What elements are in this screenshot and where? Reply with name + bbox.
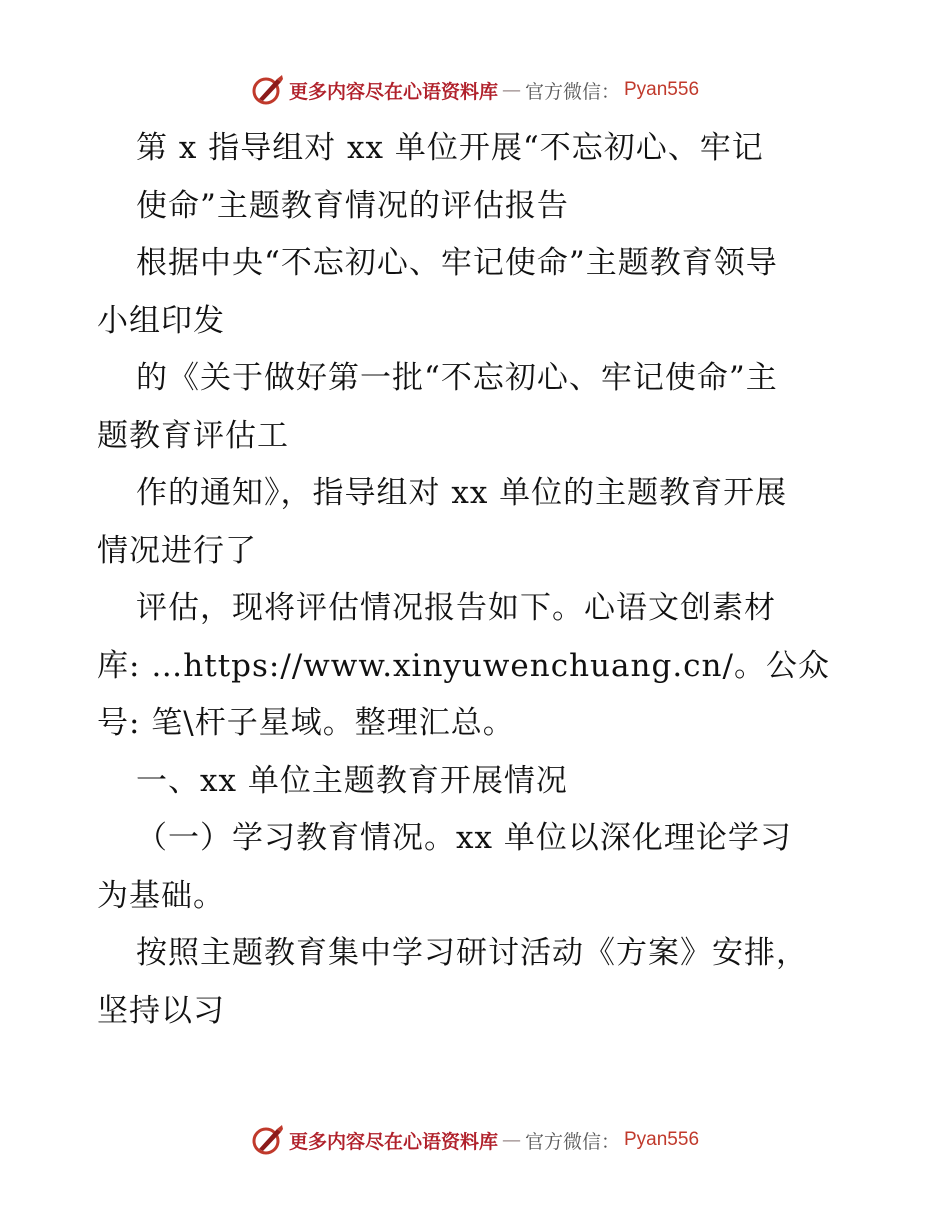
banner-wechat-label: 官方微信： [524,80,620,103]
doc-paragraph-line: 号: 笔\杆子星域。整理汇总。 [97,705,515,741]
banner-content [251,73,699,107]
footer-banner [0,1120,950,1160]
document-body [97,120,857,1040]
banner-brand-text: 更多内容尽在心语资料库 [288,1130,498,1153]
header-banner [0,70,950,110]
doc-paragraph-line: 根据中央“不忘初心、牢记使命”主题教育领导 [136,245,778,281]
doc-paragraph-line: 为基础。 [97,877,225,914]
doc-paragraph-line: 按照主题教育集中学习研讨活动《方案》安排， [136,935,808,971]
banner-wechat-id: Pyan556 [624,79,700,100]
doc-paragraph-line: 小组印发 [97,302,225,339]
doc-paragraph-line: 的《关于做好第一批“不忘初心、牢记使命”主 [136,360,778,396]
banner-wechat-id: Pyan556 [624,1129,700,1150]
banner-content [251,1123,699,1157]
doc-title-line-2: 使命”主题教育情况的评估报告 [136,187,569,224]
doc-url-line: 库: …https://www.xinyuwenchuang.cn/。公众 [97,647,830,684]
doc-section-heading: 一、xx 单位主题教育开展情况 [136,762,568,799]
banner-brand-text: 更多内容尽在心语资料库 [288,80,498,103]
banner-wechat-label: 官方微信： [524,1130,620,1153]
doc-paragraph-line: 情况进行了 [97,532,257,569]
doc-paragraph-line: （一）学习教育情况。xx 单位以深化理论学习 [136,820,792,856]
doc-paragraph-line: 评估，现将评估情况报告如下。心语文创素材 [136,590,776,626]
quill-pen-logo-icon [251,1123,285,1157]
doc-paragraph-line: 坚持以习 [97,992,225,1029]
banner-separator: — [501,79,521,101]
doc-paragraph-line: 作的通知》，指导组对 xx 单位的主题教育开展 [136,475,788,511]
doc-paragraph-line: 题教育评估工 [97,417,289,454]
banner-separator: — [501,1129,521,1151]
quill-pen-logo-icon [251,73,285,107]
doc-title-line-1: 第 x 指导组对 xx 单位开展“不忘初心、牢记 [136,130,764,166]
